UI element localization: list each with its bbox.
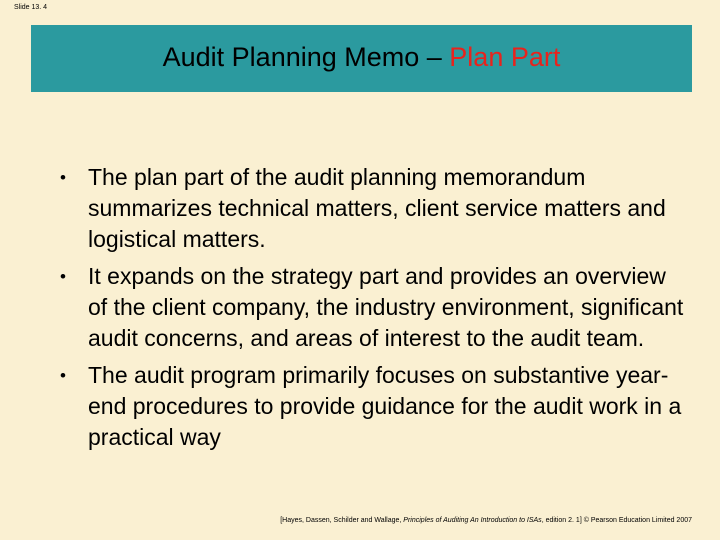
bullet-text: The audit program primarily focuses on substantive year-end procedures to provide guidance for the audit work in a practical way (88, 362, 682, 450)
bullet-icon: • (60, 366, 66, 385)
slide-number: Slide 13. 4 (14, 4, 48, 11)
bullet-list (60, 162, 690, 459)
title-bar (31, 25, 692, 92)
bullet-icon: • (60, 168, 66, 187)
footer-prefix: [Hayes, Dassen, Schilder and Wallage, (280, 517, 404, 524)
bullet-icon: • (60, 267, 66, 286)
bullet-text: The plan part of the audit planning memorandum summarizes technical matters, client service matters and logistical matters. (88, 164, 666, 252)
citation-footer (280, 517, 692, 524)
bullet-item (60, 261, 690, 354)
bullet-item (60, 360, 690, 453)
footer-book-title: Principles of Auditing An Introduction to ISAs (403, 517, 542, 524)
slide-title (163, 42, 561, 73)
bullet-item (60, 162, 690, 255)
bullet-text: It expands on the strategy part and provides an overview of the client company, the industry environment, significant audit concerns, and areas of interest to the audit team. (88, 263, 684, 351)
footer-suffix: , edition 2. 1] © Pearson Education Limited 2007 (541, 517, 692, 524)
title-main: Audit Planning Memo – (162, 42, 450, 72)
title-accent: Plan Part (449, 42, 561, 72)
